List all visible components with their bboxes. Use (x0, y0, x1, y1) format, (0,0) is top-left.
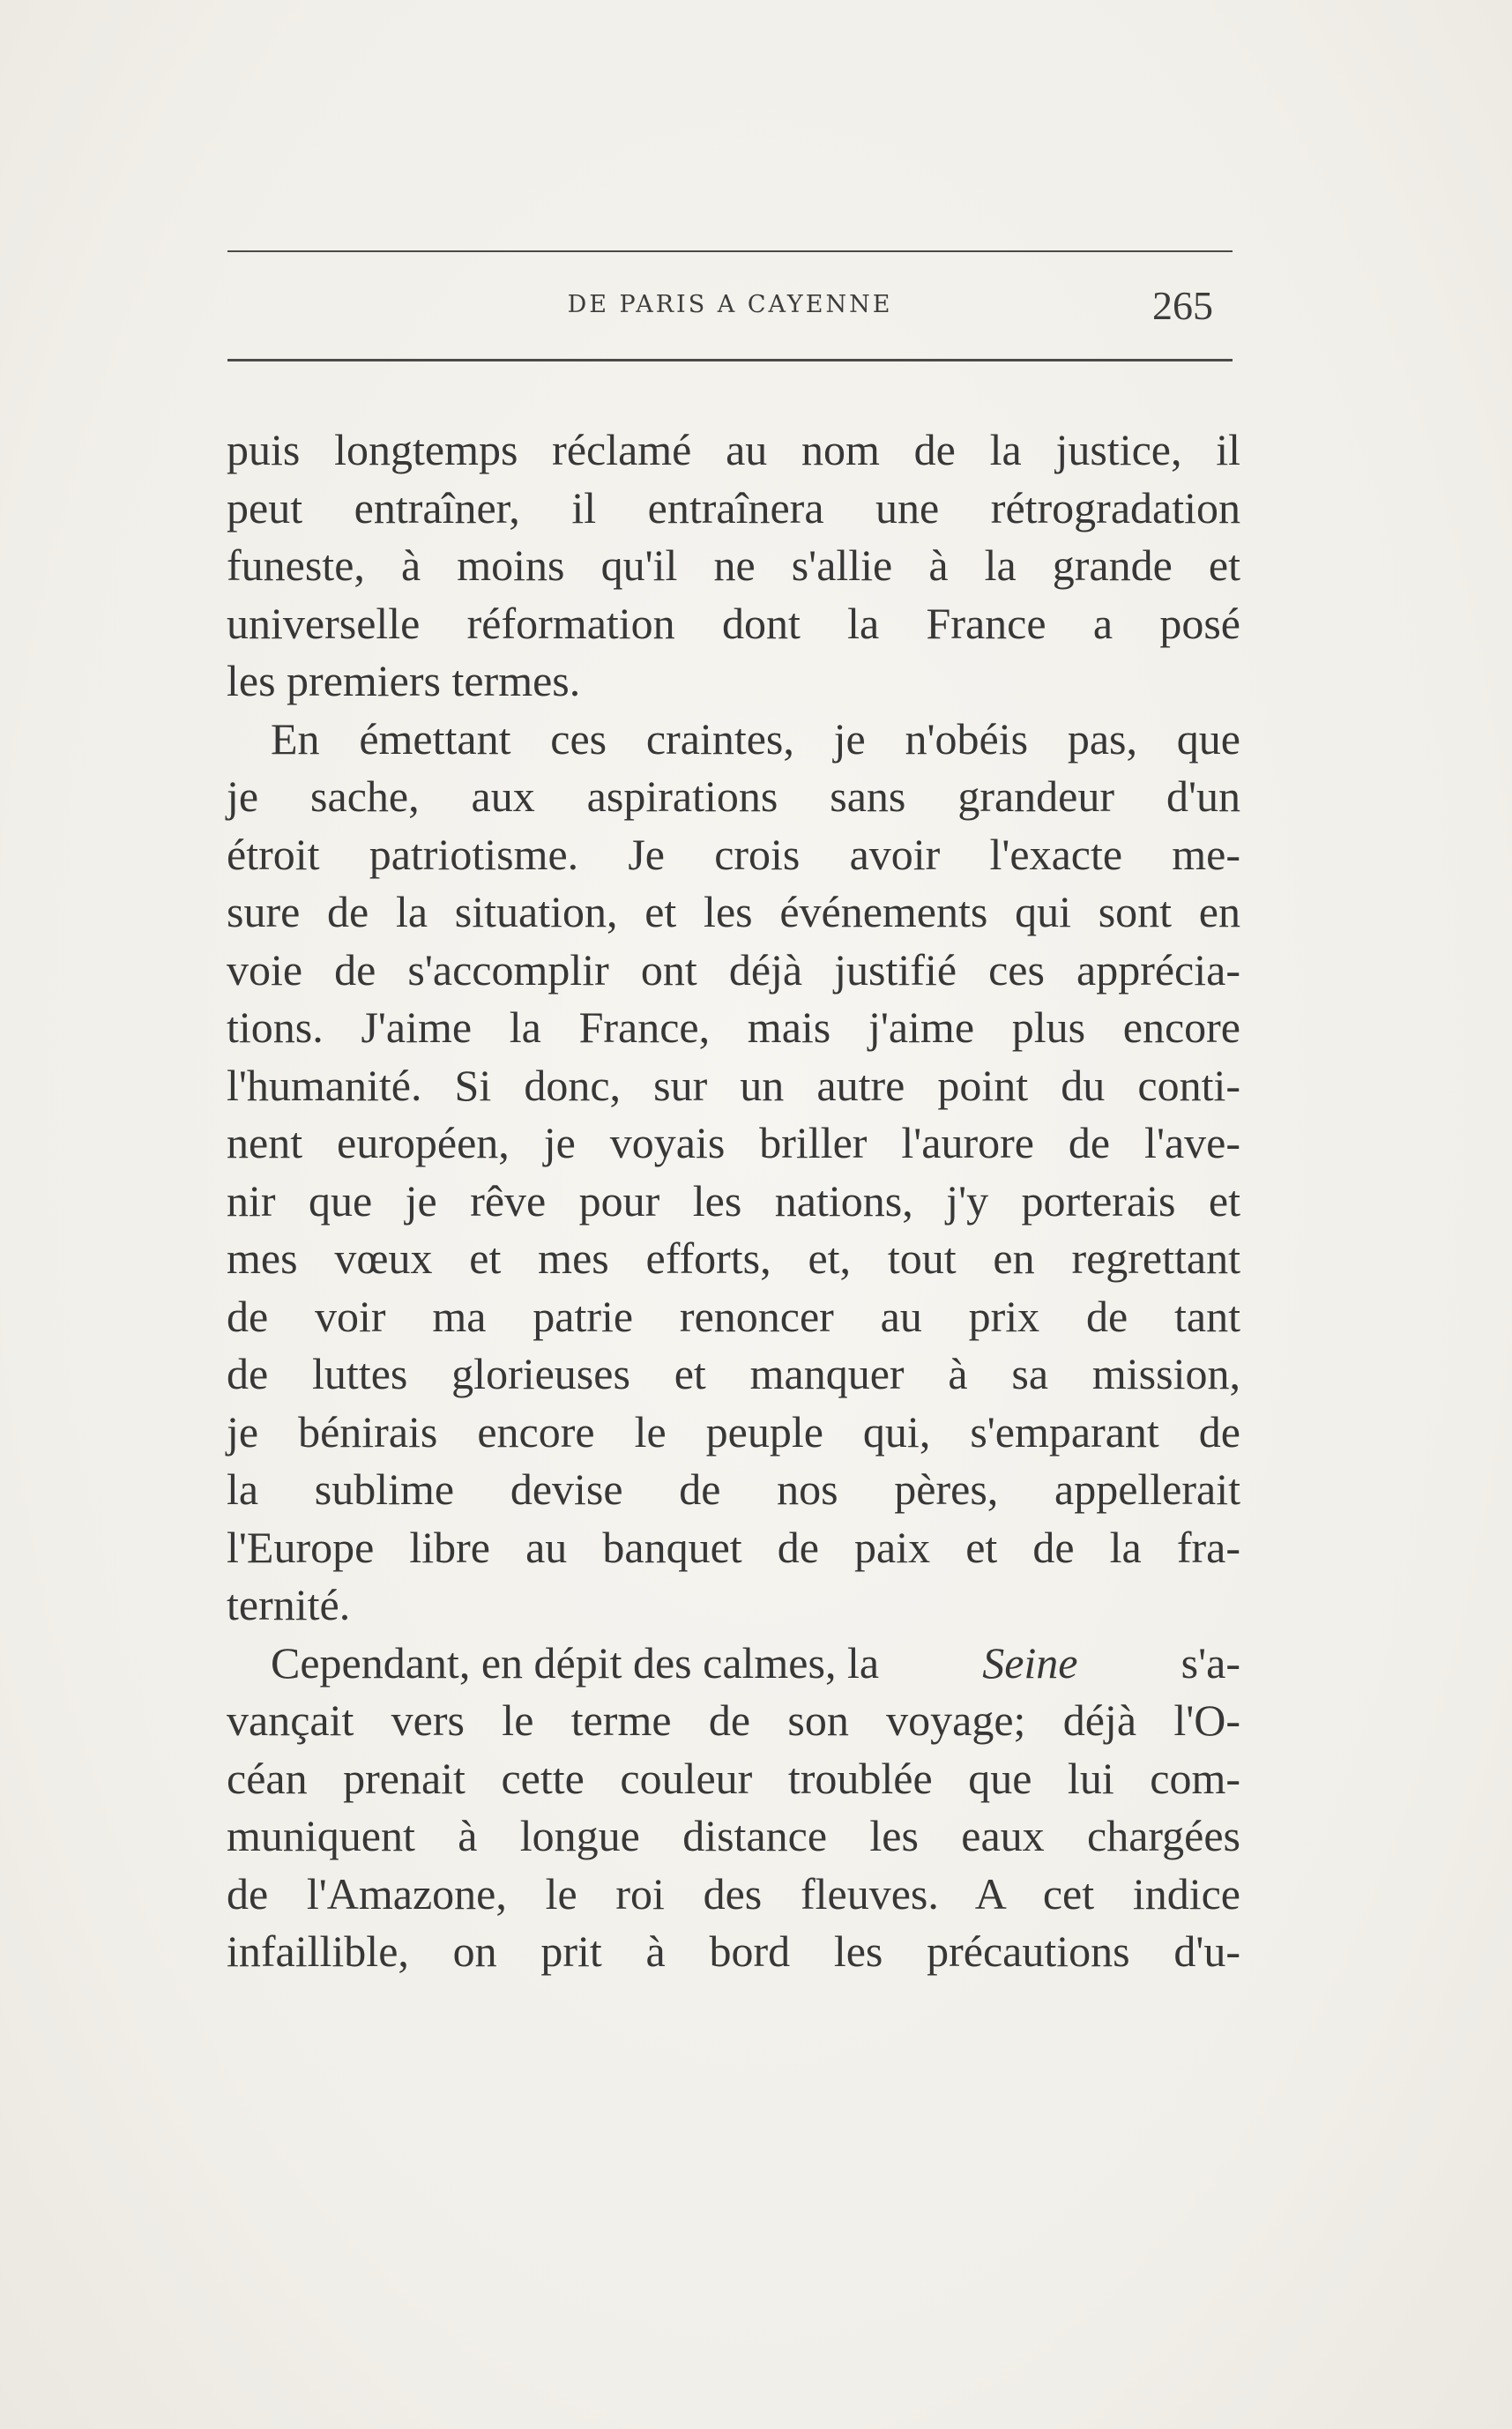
text-line: puis longtemps réclamé au nom de la justice, il (227, 425, 1240, 474)
header-bottom-rule (227, 359, 1233, 361)
text-line: je bénirais encore le peuple qui, s'emparant de (227, 1406, 1240, 1457)
text-line: l'Europe libre au banquet de paix et de la fra- (227, 1522, 1240, 1572)
text-line: l'humanité. Si donc, sur un autre point du conti- (227, 1060, 1240, 1110)
text-line: de l'Amazone, le roi des fleuves. A cet indice (227, 1868, 1240, 1919)
text-line: tions. J'aime la France, mais j'aime plus encore (227, 1002, 1240, 1052)
text-line: mes vœux et mes efforts, et, tout en regrettant (227, 1233, 1240, 1283)
text-segment: s'a- (1181, 1637, 1240, 1688)
running-head (227, 280, 1233, 333)
text-line: muniquent à longue distance les eaux chargées (227, 1811, 1240, 1860)
text-line: les premiers termes. (227, 656, 581, 705)
text-line: vançait vers le terme de son voyage; déjà l'O- (227, 1695, 1240, 1745)
header-top-rule (227, 250, 1233, 252)
text-segment: Cependant, en dépit des calmes, la (271, 1637, 880, 1688)
body-text (227, 421, 1240, 1981)
text-line: de luttes glorieuses et manquer à sa mission, (227, 1349, 1240, 1398)
text-line: ternité. (227, 1580, 351, 1629)
text-line: universelle réformation dont la France a posé (227, 598, 1240, 648)
text-line: sure de la situation, et les événements qui sont en (227, 887, 1240, 936)
text-line: infaillible, on prit à bord les précautions d'u- (227, 1926, 1240, 1976)
text-line: je sache, aux aspirations sans grandeur d'un (227, 771, 1240, 821)
text-line: étroit patriotisme. Je crois avoir l'exacte me- (227, 829, 1240, 879)
text-line: voie de s'accomplir ont déjà justifié ces apprécia- (227, 944, 1240, 995)
text-line: nent européen, je voyais briller l'aurore de l'ave- (227, 1118, 1240, 1167)
text-line: En émettant ces craintes, je n'obéis pas, que (271, 713, 1240, 764)
text-line-with-italic (227, 1635, 1240, 1693)
text-line: funeste, à moins qu'il ne s'allie à la grande et (227, 540, 1240, 590)
running-title: DE PARIS A CAYENNE (567, 291, 893, 318)
text-line: céan prenait cette couleur troublée que lui com- (227, 1753, 1240, 1803)
text-line: la sublime devise de nos pères, appellerait (227, 1464, 1240, 1514)
text-line: de voir ma patrie renoncer au prix de tant (227, 1291, 1240, 1341)
text-line: peut entraîner, il entraînera une rétrogradation (227, 482, 1240, 533)
text-line: nir que je rêve pour les nations, j'y porterais et (227, 1175, 1240, 1226)
page-number: 265 (1152, 283, 1213, 328)
ship-name-italic: Seine (982, 1637, 1078, 1688)
